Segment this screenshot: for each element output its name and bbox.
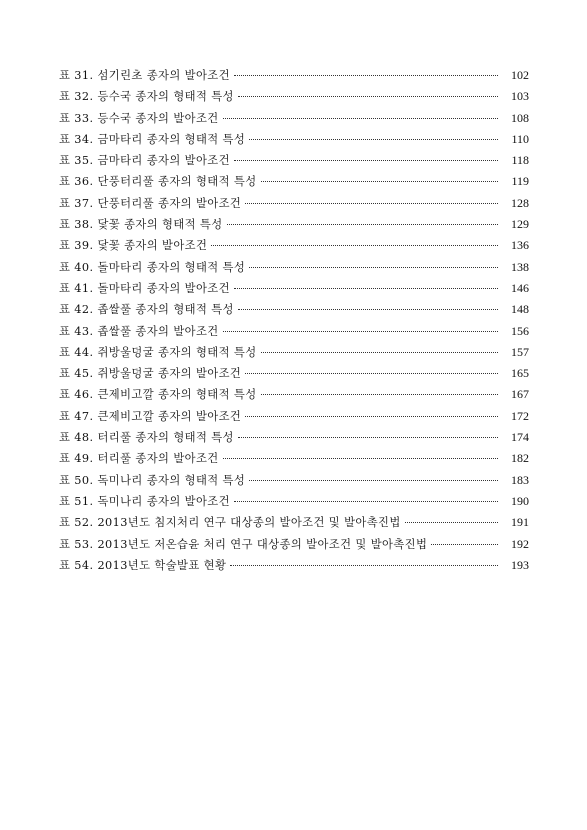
- toc-entry-label: 표 38. 닻꽃 종자의 형태적 특성: [59, 218, 223, 232]
- toc-entry-page: 172: [511, 408, 529, 423]
- toc-entry-label: 표 54. 2013년도 학술발표 현황: [59, 558, 227, 572]
- dot-leader: [230, 564, 498, 566]
- toc-entry-label: 표 31. 섬기린초 종자의 발아조건: [59, 69, 230, 82]
- toc-entry-label: 표 33. 등수국 종자의 발아조건: [59, 111, 219, 125]
- table-of-contents: [59, 65, 529, 576]
- toc-entry-label: 표 46. 큰제비고깔 종자의 형태적 특성: [59, 388, 257, 402]
- toc-entry-page: 190: [511, 493, 529, 508]
- toc-entry-page: 138: [511, 259, 529, 274]
- toc-entry[interactable]: [59, 108, 529, 129]
- toc-entry-page: 146: [511, 280, 529, 295]
- toc-entry-label: 표 42. 좁쌀풀 종자의 형태적 특성: [59, 303, 234, 317]
- toc-entry-page: 108: [511, 110, 529, 125]
- toc-entry[interactable]: [59, 171, 529, 192]
- toc-entry-page: 118: [511, 153, 529, 168]
- dot-leader: [223, 457, 498, 459]
- toc-entry-label: 표 37. 단풍터리풀 종자의 발아조건: [59, 196, 242, 210]
- dot-leader: [249, 479, 498, 481]
- toc-entry-page: 103: [511, 89, 529, 104]
- toc-entry-page: 165: [511, 366, 529, 381]
- dot-leader: [261, 180, 498, 182]
- toc-entry[interactable]: [59, 534, 529, 555]
- toc-entry[interactable]: [59, 427, 529, 448]
- toc-entry-page: 193: [511, 557, 529, 572]
- toc-entry-label: 표 48. 터리풀 종자의 형태적 특성: [59, 431, 234, 445]
- toc-entry-page: 182: [511, 451, 529, 466]
- dot-leader: [245, 202, 498, 204]
- toc-entry-label: 표 45. 쥐방울덩굴 종자의 발아조건: [59, 367, 242, 381]
- toc-entry-page: 128: [511, 195, 529, 210]
- toc-entry-label: 표 41. 돌마타리 종자의 발아조건: [59, 281, 230, 295]
- dot-leader: [223, 330, 498, 332]
- toc-entry-label: 표 44. 쥐방울덩굴 종자의 형태적 특성: [59, 345, 257, 359]
- toc-entry[interactable]: [59, 129, 529, 150]
- toc-entry[interactable]: [59, 491, 529, 512]
- toc-entry[interactable]: [59, 86, 529, 107]
- toc-entry-label: 표 50. 독미나리 종자의 형태적 특성: [59, 473, 246, 487]
- toc-entry-page: 148: [511, 302, 529, 317]
- dot-leader: [261, 351, 498, 353]
- dot-leader: [238, 95, 498, 97]
- dot-leader: [405, 521, 498, 523]
- toc-entry[interactable]: [59, 448, 529, 469]
- toc-entry-page: 129: [511, 217, 529, 232]
- dot-leader: [234, 159, 498, 161]
- dot-leader: [234, 500, 498, 502]
- toc-entry[interactable]: [59, 406, 529, 427]
- toc-entry-page: 156: [511, 323, 529, 338]
- toc-entry[interactable]: [59, 193, 529, 214]
- toc-entry-page: 183: [511, 472, 529, 487]
- dot-leader: [431, 543, 498, 545]
- dot-leader: [261, 393, 498, 395]
- toc-entry-label: 표 36. 단풍터리풀 종자의 형태적 특성: [59, 175, 257, 189]
- toc-entry-label: 표 49. 터리풀 종자의 발아조건: [59, 452, 219, 466]
- toc-entry-page: 192: [511, 536, 529, 551]
- toc-entry[interactable]: [59, 257, 529, 278]
- toc-entry-page: 191: [511, 515, 529, 530]
- toc-entry[interactable]: [59, 384, 529, 405]
- dot-leader: [238, 436, 498, 438]
- toc-entry[interactable]: [59, 363, 529, 384]
- toc-entry[interactable]: [59, 512, 529, 533]
- toc-entry-page: 110: [511, 131, 529, 146]
- toc-entry-label: 표 51. 독미나리 종자의 발아조건: [59, 494, 230, 508]
- dot-leader: [249, 266, 498, 268]
- toc-entry[interactable]: [59, 321, 529, 342]
- toc-entry-page: 157: [511, 344, 529, 359]
- toc-entry[interactable]: [59, 342, 529, 363]
- toc-entry[interactable]: [59, 555, 529, 576]
- toc-entry[interactable]: [59, 470, 529, 491]
- toc-entry[interactable]: [59, 278, 529, 299]
- toc-entry[interactable]: [59, 65, 529, 86]
- toc-entry-label: 표 34. 금마타리 종자의 형태적 특성: [59, 132, 246, 146]
- toc-entry[interactable]: [59, 299, 529, 320]
- dot-leader: [249, 138, 498, 140]
- toc-entry-label: 표 40. 돌마타리 종자의 형태적 특성: [59, 260, 246, 274]
- dot-leader: [234, 287, 498, 289]
- toc-entry[interactable]: [59, 235, 529, 256]
- toc-entry-label: 표 32. 등수국 종자의 형태적 특성: [59, 90, 234, 104]
- toc-entry-label: 표 35. 금마타리 종자의 발아조건: [59, 154, 230, 168]
- toc-entry-page: 119: [511, 174, 529, 189]
- toc-entry-label: 표 47. 큰제비고깔 종자의 발아조건: [59, 409, 242, 423]
- dot-leader: [227, 223, 498, 225]
- dot-leader: [245, 372, 498, 374]
- toc-entry-label: 표 39. 닻꽃 종자의 발아조건: [59, 239, 208, 253]
- toc-entry-label: 표 53. 2013년도 저온습윤 처리 연구 대상종의 발아조건 및 발아촉진법: [59, 537, 428, 551]
- toc-entry-page: 102: [511, 68, 529, 82]
- dot-leader: [245, 415, 498, 417]
- dot-leader: [238, 308, 498, 310]
- toc-entry-label: 표 43. 좁쌀풀 종자의 발아조건: [59, 324, 219, 338]
- toc-entry-page: 174: [511, 430, 529, 445]
- dot-leader: [234, 74, 498, 76]
- toc-entry[interactable]: [59, 150, 529, 171]
- dot-leader: [211, 244, 498, 246]
- toc-entry-page: 167: [511, 387, 529, 402]
- toc-entry[interactable]: [59, 214, 529, 235]
- toc-entry-label: 표 52. 2013년도 침지처리 연구 대상종의 발아조건 및 발아촉진법: [59, 516, 401, 530]
- dot-leader: [223, 117, 498, 119]
- toc-entry-page: 136: [511, 238, 529, 253]
